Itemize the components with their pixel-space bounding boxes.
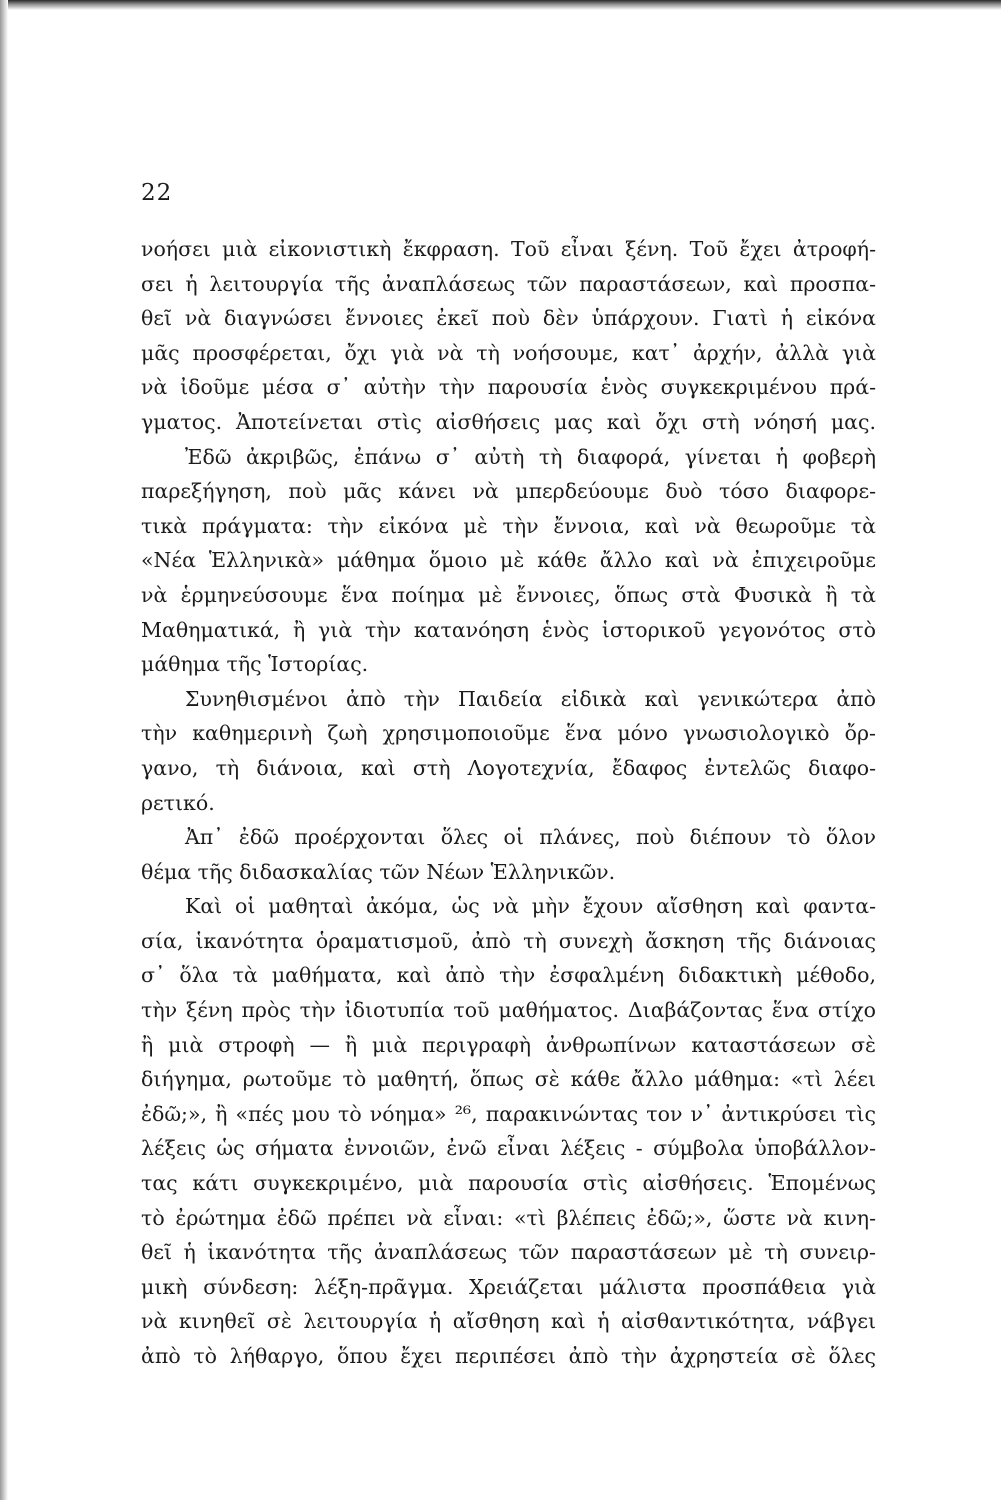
text-line: νὰ ἑρμηνεύσουμε ἕνα ποίημα μὲ ἔννοιες, ὅπως στὰ Φυσικὰ ἢ τὰ [141,582,876,607]
text-line: λέξεις ὡς σήματα ἐννοιῶν, ἐνῶ εἶναι λέξεις - σύμβολα ὑποβάλλον- [141,1136,876,1161]
text-line: Καὶ οἱ μαθηταὶ ἀκόμα, ὡς νὰ μὴν ἔχουν αἴσθηση καὶ φαντα- [185,894,876,919]
text-line: νὰ κινηθεῖ σὲ λειτουργία ἡ αἴσθηση καὶ ἡ αἰσθαντικότητα, νάβγει [141,1309,876,1334]
text-line: Ἀπ᾽ ἐδῶ προέρχονται ὅλες οἱ πλάνες, ποὺ διέπουν τὸ ὅλον [185,825,876,850]
text-line: τὴν ξένη πρὸς τὴν ἰδιοτυπία τοῦ μαθήματος. Διαβάζοντας ἕνα στίχο [141,998,876,1023]
text-line: σία, ἱκανότητα ὁραματισμοῦ, ἀπὸ τὴ συνεχὴ ἄσκηση τῆς διάνοιας [141,928,876,953]
text-line: ἢ μιὰ στροφὴ — ἢ μιὰ περιγραφὴ ἀνθρωπίνων καταστάσεων σὲ [141,1032,876,1057]
text-line: τικὰ πράγματα: τὴν εἰκόνα μὲ τὴν ἔννοια, καὶ νὰ θεωροῦμε τὰ [141,513,876,538]
text-line: τας κάτι συγκεκριμένο, μιὰ παρουσία στὶς αἰσθήσεις. Ἑπομένως [141,1171,876,1196]
text-line: νὰ ἰδοῦμε μέσα σ᾽ αὐτὴν τὴν παρουσία ἑνὸς συγκεκριμένου πρά- [141,375,876,400]
body-text [141,232,876,1374]
text-line: ρετικό. [141,790,215,815]
text-line: διήγημα, ρωτοῦμε τὸ μαθητή, ὅπως σὲ κάθε ἄλλο μάθημα: «τὶ λέει [141,1067,876,1092]
scan-top-edge [0,0,1001,10]
text-line: θέμα τῆς διδασκαλίας τῶν Νέων Ἑλληνικῶν. [141,859,616,884]
scan-left-edge [0,0,8,1500]
text-line: θεῖ νὰ διαγνώσει ἔννοιες ἐκεῖ ποὺ δὲν ὑπάρχουν. Γιατὶ ἡ εἰκόνα [141,306,876,331]
text-line: ἀπὸ τὸ λήθαργο, ὅπου ἔχει περιπέσει ἀπὸ τὴν ἀχρηστεία σὲ ὅλες [141,1344,876,1368]
text-line: σ᾽ ὅλα τὰ μαθήματα, καὶ ἀπὸ τὴν ἐσφαλμένη διδακτικὴ μέθοδο, [141,963,876,988]
text-line: Συνηθισμένοι ἀπὸ τὴν Παιδεία εἰδικὰ καὶ γενικώτερα ἀπὸ [185,686,876,711]
text-line: γανο, τὴ διάνοια, καὶ στὴ Λογοτεχνία, ἔδαφος ἐντελῶς διαφο- [141,755,876,780]
text-line: νοήσει μιὰ εἰκονιστικὴ ἔκφραση. Τοῦ εἶναι ξένη. Τοῦ ἔχει ἀτροφή- [141,237,876,261]
text-line: τὸ ἐρώτημα ἐδῶ πρέπει νὰ εἶναι: «τὶ βλέπεις ἐδῶ;», ὥστε νὰ κινη- [141,1205,876,1230]
text-line: μᾶς προσφέρεται, ὄχι γιὰ νὰ τὴ νοήσουμε, κατ᾽ ἀρχήν, ἀλλὰ γιὰ [141,340,876,365]
text-line: μάθημα τῆς Ἱστορίας. [141,652,369,677]
page-number: 22 [141,180,173,206]
text-line: θεῖ ἡ ἱκανότητα τῆς ἀναπλάσεως τῶν παραστάσεων μὲ τὴ συνειρ- [141,1240,876,1265]
text-line: μικὴ σύνδεση: λέξη-πρᾶγμα. Χρειάζεται μάλιστα προσπάθεια γιὰ [141,1274,876,1299]
text-line: γματος. Ἀποτείνεται στὶς αἰσθήσεις μας καὶ ὄχι στὴ νόησή μας. [141,409,876,434]
text-line: τὴν καθημερινὴ ζωὴ χρησιμοποιοῦμε ἕνα μόνο γνωσιολογικὸ ὄρ- [141,721,876,746]
text-line: παρεξήγηση, ποὺ μᾶς κάνει νὰ μπερδεύουμε δυὸ τόσο διαφορε- [141,479,876,504]
text-line: «Νέα Ἑλληνικὰ» μάθημα ὅμοιο μὲ κάθε ἄλλο καὶ νὰ ἐπιχειροῦμε [141,548,876,573]
text-line: ἐδῶ;», ἢ «πές μου τὸ νόημα» ²⁶, παρακινώντας τον ν᾽ ἀντικρύσει τὶς [141,1101,876,1126]
text-line: Μαθηματικά, ἢ γιὰ τὴν κατανόηση ἑνὸς ἱστορικοῦ γεγονότος στὸ [141,617,876,642]
text-line: σει ἡ λειτουργία τῆς ἀναπλάσεως τῶν παραστάσεων, καὶ προσπα- [141,271,876,296]
text-line: Ἐδῶ ἀκριβῶς, ἐπάνω σ᾽ αὐτὴ τὴ διαφορά, γίνεται ἡ φοβερὴ [185,444,876,469]
